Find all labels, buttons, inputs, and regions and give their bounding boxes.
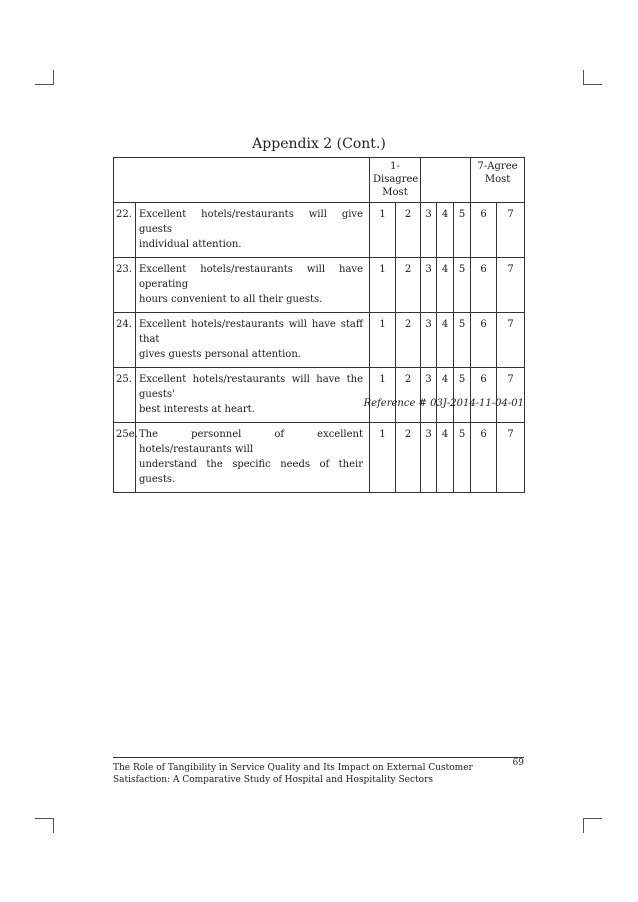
scale-option-3: 3 <box>421 258 437 313</box>
scale-option-1: 1 <box>370 203 396 258</box>
item-statement <box>136 203 370 258</box>
item-statement <box>136 368 370 423</box>
scale-option-2: 2 <box>396 313 421 368</box>
scale-option-2: 2 <box>396 368 421 423</box>
reference-number: Reference # 03J-2014-11-04-01 <box>363 398 524 409</box>
crop-mark-bottom-right <box>583 818 602 833</box>
item-number: 25e. <box>114 423 136 493</box>
item-statement <box>136 313 370 368</box>
item-number: 23. <box>114 258 136 313</box>
table-row <box>114 423 525 493</box>
header-agree-label: 7-Agree <box>477 161 518 172</box>
statement-line-2: best interests at heart. <box>139 404 255 415</box>
statement-line-2: individual attention. <box>139 239 242 250</box>
scale-option-2: 2 <box>396 423 421 493</box>
scale-option-5: 5 <box>454 313 471 368</box>
scale-option-7: 7 <box>497 423 525 493</box>
footer-line-2: Satisfaction: A Comparative Study of Hospital and Hospitality Sectors <box>113 775 433 785</box>
scale-option-5: 5 <box>454 423 471 493</box>
header-middle-cell <box>421 158 471 203</box>
scale-option-3: 3 <box>421 203 437 258</box>
statement-line-1: Excellent hotels/restaurants will have the guests' <box>139 374 363 400</box>
item-number: 22. <box>114 203 136 258</box>
statement-line-1: The personnel of excellent hotels/restaurants will <box>139 429 363 455</box>
footer-rule <box>113 757 524 758</box>
scale-option-4: 4 <box>437 313 454 368</box>
scale-option-1: 1 <box>370 423 396 493</box>
scale-option-3: 3 <box>421 313 437 368</box>
statement-line-2: understand the specific needs of their guests. <box>139 459 363 485</box>
scale-option-2: 2 <box>396 258 421 313</box>
statement-line-2: hours convenient to all their guests. <box>139 294 323 305</box>
header-disagree-label: 1-Disagree <box>373 161 419 185</box>
scale-option-6: 6 <box>471 368 497 423</box>
item-number: 24. <box>114 313 136 368</box>
item-number: 25. <box>114 368 136 423</box>
table-body <box>114 203 525 493</box>
scale-option-5: 5 <box>454 368 471 423</box>
scale-option-1: 1 <box>370 313 396 368</box>
scale-option-3: 3 <box>421 368 437 423</box>
scale-option-7: 7 <box>497 203 525 258</box>
table-row <box>114 258 525 313</box>
statement-line-2: gives guests personal attention. <box>139 349 301 360</box>
scale-option-4: 4 <box>437 423 454 493</box>
crop-mark-top-left <box>35 70 54 85</box>
scale-option-1: 1 <box>370 258 396 313</box>
header-agree-cell <box>471 158 525 203</box>
scale-option-6: 6 <box>471 203 497 258</box>
table-header-row <box>114 158 525 203</box>
page-title: Appendix 2 (Cont.) <box>252 136 386 152</box>
statement-line-1: Excellent hotels/restaurants will have operating <box>139 264 363 290</box>
table-row <box>114 313 525 368</box>
scale-option-7: 7 <box>497 258 525 313</box>
scale-option-5: 5 <box>454 203 471 258</box>
crop-mark-bottom-left <box>35 818 54 833</box>
footer-citation <box>113 762 473 786</box>
page-number: 69 <box>512 758 524 768</box>
header-agree-sub: Most <box>484 174 511 185</box>
footer-line-1: The Role of Tangibility in Service Quality and Its Impact on External Customer <box>113 763 473 773</box>
header-blank-cell <box>114 158 370 203</box>
statement-line-1: Excellent hotels/restaurants will give guests <box>139 209 363 235</box>
scale-option-6: 6 <box>471 258 497 313</box>
header-disagree-sub: Most <box>382 187 408 198</box>
item-statement <box>136 423 370 493</box>
crop-mark-top-right <box>583 70 602 85</box>
scale-option-7: 7 <box>497 313 525 368</box>
scale-option-4: 4 <box>437 203 454 258</box>
scale-option-2: 2 <box>396 203 421 258</box>
scale-option-5: 5 <box>454 258 471 313</box>
scale-option-3: 3 <box>421 423 437 493</box>
scale-option-4: 4 <box>437 258 454 313</box>
item-statement <box>136 258 370 313</box>
survey-table <box>113 157 525 493</box>
scale-option-1: 1 <box>370 368 396 423</box>
scale-option-6: 6 <box>471 423 497 493</box>
scale-option-7: 7 <box>497 368 525 423</box>
scale-option-6: 6 <box>471 313 497 368</box>
table-row <box>114 368 525 423</box>
header-disagree-cell <box>370 158 421 203</box>
statement-line-1: Excellent hotels/restaurants will have staff that <box>139 319 363 345</box>
table-row <box>114 203 525 258</box>
scale-option-4: 4 <box>437 368 454 423</box>
